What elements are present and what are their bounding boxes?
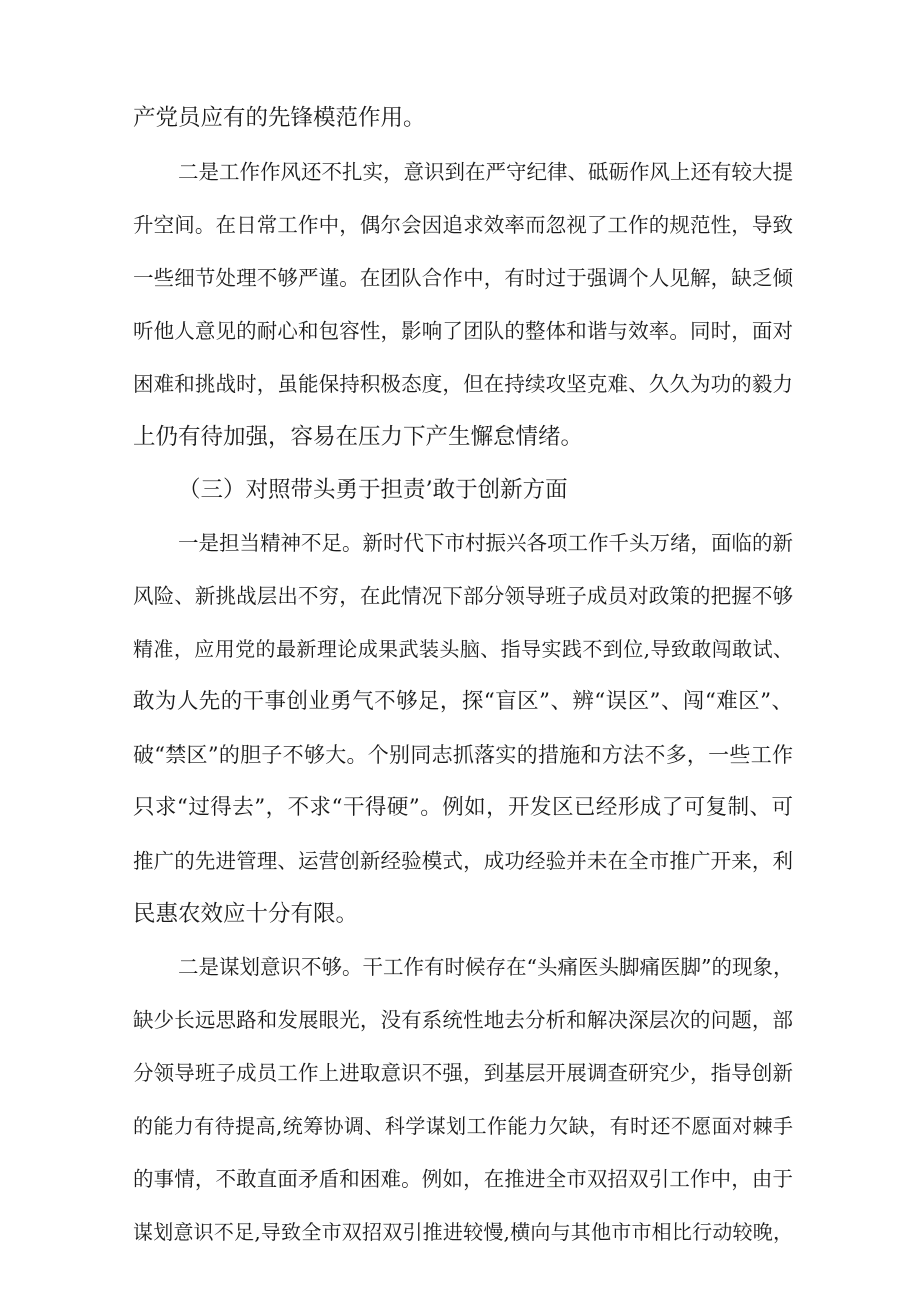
text-line: 产党员应有的先锋模范作用。 <box>133 105 426 131</box>
text-line: 困难和挑战时，虽能保持积极态度，但在持续攻坚克难、久久为功的毅力 <box>133 372 793 396</box>
text-line: 风险、新挑战层出不穷，在此情况下部分领导班子成员对政策的把握不够 <box>133 584 793 608</box>
text-line: 一是担当精神不足。新时代下市村振兴各项工作千头万绪，面临的新 <box>178 531 793 555</box>
text-line: 上仍有待加强，容易在压力下产生懈怠情绪。 <box>133 424 584 450</box>
text-line: 谋划意识不足,导致全市双招双引推进较慢,横向与其他市市相比行动较晚， <box>133 1220 793 1244</box>
text-line: 的事情，不敢直面矛盾和困难。例如，在推进全市双招双引工作中，由于 <box>133 1167 793 1191</box>
text-line: 敢为人先的干事创业勇气不够足，探“盲区”、辨“误区”、闯“难区”、 <box>133 689 793 714</box>
text-line: 推广的先进管理、运营创新经验模式，成功经验并未在全市推广开来，利 <box>133 849 793 873</box>
text-line: 升空间。在日常工作中，偶尔会因追求效率而忽视了工作的规范性，导致 <box>133 213 793 237</box>
text-line: 缺少长远思路和发展眼光，没有系统性地去分析和解决深层次的问题，部 <box>133 1008 793 1032</box>
text-line: 精准，应用党的最新理论成果武装头脑、指导实践不到位,导致敢闯敢试、 <box>133 637 793 661</box>
text-line: 听他人意见的耐心和包容性，影响了团队的整体和谐与效率。同时，面对 <box>133 319 793 343</box>
section-heading: （三）对照带头勇于担责’敢于创新方面 <box>178 477 568 503</box>
text-line: 分领导班子成员工作上进取意识不强，到基层开展调查研究少，指导创新 <box>133 1061 793 1085</box>
text-line: 破“禁区”的胆子不够大。个别同志抓落实的措施和方法不多，一些工作 <box>133 743 793 767</box>
text-line: 民惠农效应十分有限。 <box>133 901 359 927</box>
text-line: 一些细节处理不够严谨。在团队合作中，有时过于强调个人见解，缺乏倾 <box>133 266 793 290</box>
text-line: 只求“过得去”，不求“干得硬”。例如，开发区已经形成了可复制、可 <box>133 795 793 820</box>
text-line: 的能力有待提高,统筹协调、科学谋划工作能力欠缺，有时还不愿面对棘手 <box>133 1114 793 1138</box>
text-line: 二是工作作风还不扎实，意识到在严守纪律、砥砺作风上还有较大提 <box>178 160 793 184</box>
text-line: 二是谋划意识不够。干工作有时候存在“头痛医头脚痛医脚”的现象， <box>178 955 794 979</box>
